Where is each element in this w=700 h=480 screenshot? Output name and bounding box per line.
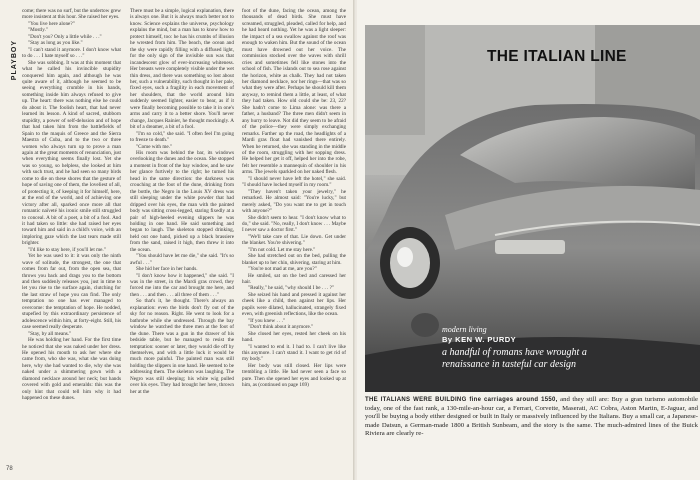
- article-kicker: modern living: [442, 325, 487, 334]
- paragraph: foot of the dune, facing the ocean, among the thousands of dead birds. She must have screamed, struggled, pleaded, called for help, and he had heard nothing. Yet he was a light sleeper: the impact of a sea swallow against the roof was enough to waken him. But the sound of the ocean must have drowned out her voice. The commission stocked over the waves with shrill cries and sometimes fell like stones into the school of fish. The islands out to sea rose against the horizon, white as chalk. They had not taken her diamond necklace, nor her rings—that was so what they were after. Perhaps he should kill them anyway, to remind them a little, at least, of what they had taken. How old could she be: 23, 22? She hadn't come to Lima alone: was there a father, a husband? The three men didn't seem in any hurry to leave. Not did they seem to be afraid of the police—they were simply exchanging remarks. Farther up the road, the headlights of a Mardi gras float had vanished there entirely. When he returned, she was standing in the middle of the room, struggling with her sopping dress. He helped her get it off, helped her into the robe, felt her resemble a mannequin of shoulder in his arms. The jewels sparkled on her naked flesh.: [242, 8, 346, 176]
- paragraph: "Don't think about it anymore.": [248, 324, 314, 331]
- paragraph: "They haven't taken your jewelry," he remarked. He almost said: "You're lucky," but merely asked, "Do you want me to get in touch with anyone?": [242, 188, 346, 215]
- text-column-2: [130, 8, 234, 395]
- paragraph: "I should never have left the hotel," she said. "I should have locked myself in my room.": [242, 175, 346, 189]
- section-label: PLAYBOY: [11, 40, 18, 81]
- text-column-1: [22, 8, 121, 402]
- paragraph: "Really," he said, "why should I be . . . ?": [248, 285, 335, 292]
- paragraph: "I'm so cold," she said. "I often feel I'm going to freeze to death.": [130, 130, 234, 144]
- paragraph: He was holding her hand. For the first time he noticed that she was naked under her dress. He opened his mouth to ask her where she came from, who she was, what she was doing here, why she had wanted to die, why she was naked under a shimmering gown with a diamond necklace around her neck; but hands covered with gold and emeralds: this was the only hint that could tell him why it had happened on these dunes.: [22, 337, 121, 402]
- paragraph: "Stay, by all means.": [28, 330, 72, 337]
- paragraph: "Stay as long as you like.": [28, 40, 83, 47]
- paragraph: "Mostly.": [28, 27, 48, 34]
- paragraph: She was sobbing. It was at this moment that what he called his invincible stupidity conquered him again, and although he was quite aware of it, although he seemed to be seeing everything crumble in his hands, something inside him always refused to give up. The heart: there was nothing else he could do about it. The foolish heart, that had never learned its lesson. A kind of sacred, stubborn stupidity, a power of self-delusion and of hope that had taken him from the battlefields of Spain to the maquis of Greece and the Sierra Maestra of Cuba, and to the two or three women who always turn up to prove a man again at the great moments of renunciation, just when everything seems finally lost. Yet she was so young, so helpless, she looked at him with such trust, and he had seen so many birds come to die on these shores that the gesture of hope of saving one of them, the loveliest of all, of protecting it, of keeping it for himself, here, at the end of the world, and of achieving one victory after all, sparked once more all that romantic naïveté his ironic smile still struggled to conceal. A bit of a poet, a bit of a fool. And it had taken so little: she had raised her eyes toward him and said in a child's voice, with an imploring gaze which the last tears made still brighter.: [22, 59, 121, 247]
- paragraph: "Don't you? Only a little while . . .": [28, 33, 102, 40]
- paragraph: "You're not mad at me, are you?": [248, 266, 317, 273]
- car-photo: [365, 25, 700, 392]
- paragraph: "I'd like to stay here, if you'll let me.": [28, 246, 106, 253]
- paragraph: "You live here alone?": [28, 20, 75, 27]
- paragraph: She seized his hand and pressed it against her cheek like a child, then against her lips. Her pupils were dilated, hallucinated, strangely fixed even, with greenish reflections, like the ocean.: [242, 291, 346, 318]
- paragraph: She didn't seem to hear. "I don't know what to do," she said. "No, really, I don't know . . . Maybe I never saw a doctor first.": [242, 214, 346, 234]
- paragraph: She had stretched out on the bed, pulling the blanket up to her chin, shivering, staring at him.: [242, 253, 346, 266]
- article-title: THE ITALIAN LINE: [487, 48, 627, 65]
- paragraph: She hid her face in her hands.: [136, 266, 198, 273]
- paragraph: "Come with me.": [136, 143, 173, 150]
- paragraph: "You should have let me die," she said. "It's so awful . . .": [130, 253, 234, 266]
- article-byline: By KEN W. PURDY: [442, 335, 517, 344]
- car-illustration: [365, 25, 700, 392]
- paragraph: come; there was no surf, but the undertow grew more insistent at this hour. She raised her eyes.: [22, 8, 121, 21]
- paragraph: "I can't stand it anymore. I don't know what to do . . . I hate myself so . . .": [22, 46, 121, 60]
- paragraph: She closed her eyes, rested her cheek on his hand.: [242, 330, 346, 344]
- article-intro: [365, 396, 698, 439]
- paragraph: He smiled, sat on the bed and caressed her hair.: [242, 272, 346, 286]
- paragraph: "We'll take care of that. Lie down. Get under the blanket. You're shivering.": [242, 233, 346, 247]
- page-number: 78: [6, 466, 13, 472]
- right-page: [357, 0, 700, 480]
- intro-lead: THE ITALIANS WERE BUILDING fine carriages around 1550,: [365, 397, 558, 403]
- text-column-3: [242, 8, 346, 389]
- paragraph: "I wanted to end it. I had to. I can't live like this anymore. I can't stand it. I want to get rid of my body.": [242, 343, 346, 363]
- paragraph: "I don't know how it happened," she said. "I was in the street, in the Mardi gras crowd, they forced me into the car and brought me here, and then . . . and then . . . all three of them . . .": [130, 272, 234, 298]
- paragraph: Yet he was used to it: it was only the ninth wave of solitude, the strongest, the one that comes from far out, from the open sea, that throws you back and drags you to the bottom and then suddenly releases you, just in time to let you rise to the surface again, clutching for the last straw of hope you can find. The only temptation no one has ever managed to overcome: the temptation of hope. He nodded, stupefied by this extraordinary persistence of adolescence within him, at forty-eight. Still, his case seemed really desperate.: [22, 253, 121, 331]
- intro-body: and they still are: Buy a gran turismo automobile today, one of the fast rank, a 130-mile-an-hour car, a Ferrari, Corvette, Maserati, AC Cobra, Aston Martin, E-Jaguar, and you'll be buying a body either designed or built in Italy or massively influenced by the Italians. Buy a small car, a Japanese-made Datsun, a German-made 1800 a British Sunbeam, and the story is the same. The much-admired lines of the Buick Riviera are clearly re-: [365, 396, 698, 438]
- paragraph: "I'm not cold. Let me stay here.": [248, 246, 316, 253]
- paragraph: There must be a simple, logical explanation, there is always one. But it is always much better not to know. Science explains the universe, psychology explains the mind, but a man has to know how to protect himself, too: he has his crumbs of illusion he wrested from him. The beach, the ocean and the sky were rapidly filling with a diffused light, for the only sign of the invisible sun was that incandescent glow of ever-increasing whiteness. Her breasts were completely visible under the wet thin dress, and there was something so lost about her, such a vulnerability, such thought in her pale, fixed eyes, such a fragility in each movement of her shoulders, that the world around him suddenly seemed lighter, easier to bear, as if it were finally becoming possible to take it in one's arms and carry it to a better shore. You'll never change, Jacques Rainier, he thought mockingly. A bit of a dreamer, a bit of a fool.: [130, 8, 234, 131]
- paragraph: So that's it, he thought. There's always an explanation: even the birds don't fly out of the sky for no reason. Right. He went to look for a bathrobe while she undressed. Through the bay window he watched the three men at the foot of the dune. There was a gun in the drawer of his bedside table, but he managed to resist the temptation: sooner or later, they would die off by themselves, and with a little luck it would be much more painful. The painted man was still holding the slippers in one hand. He seemed to be addressing them. The skeleton was laughing. The Negro was still sleeping; his white wig pulled over his eyes. They had brought her here, thrown her at the: [130, 298, 234, 395]
- paragraph: His room was behind the bar, its windows overlooking the dunes and the ocean. She stopped a moment in front of the bay window, and he saw her glance furtively to the right; he turned his head in the same direction: the darkness was crouching at the foot of the dune, drinking from the bottle, the Negro in the Louis XV dress was still sleeping under the white powder that had dripped over his eyes, the man with the painted body was sitting cross-legged, staring fixedly at a pair of high-heeled evening slippers he was holding in one hand. He said something and began to laugh. The skeleton stopped drinking, held out one hand, picked up a black brassiere from the sand, raised it high, then threw it into the ocean.: [130, 149, 234, 253]
- paragraph: "If you knew . . .": [248, 317, 286, 324]
- paragraph: Her body was still closed. Her lips were trembling a little. He had never seen a face so pure. Then she opened her eyes and looked up at him, as (continued on page 169): [242, 362, 346, 389]
- article-deck: a handful of romans have wrought a renaissance in tasteful car design: [442, 347, 587, 370]
